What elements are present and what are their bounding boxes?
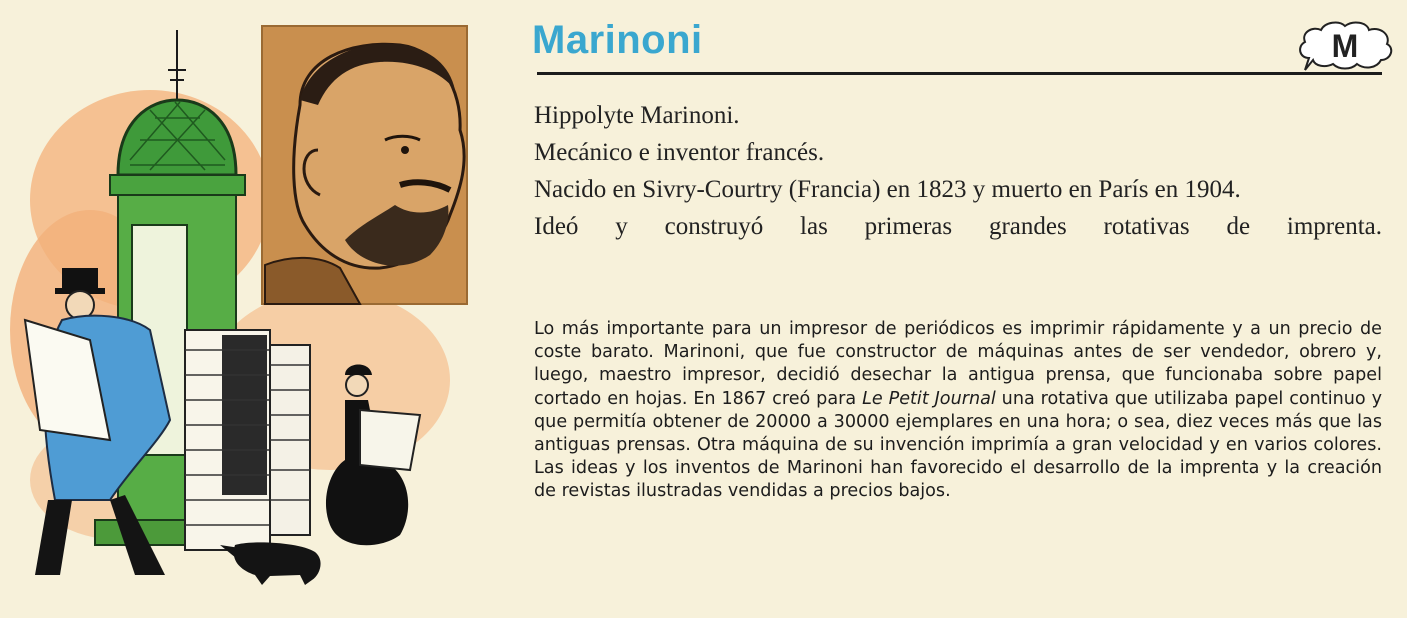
intro-facts <box>534 97 1382 245</box>
body-text-part-2: una rotativa que utilizaba papel continuo y que permitía obtener de 20000 a 30000 ejemplares en una hora; o sea, diez veces más que las antiguas prensas. Otra máquina de su invención imprimía a gran velocidad y en varios colores. Las ideas y los inventos de Marinoni han favorecido el desarrollo de la imprenta y la creación de revistas ilustradas vendidas a precios bajos. <box>534 388 1382 502</box>
fact-birth-death: Nacido en Sivry-Courtry (Francia) en 1823 y muerto en París en 1904. <box>534 176 1241 203</box>
fact-name: Hippolyte Marinoni. <box>534 102 740 129</box>
body-text-part-1: Lo más importante para un impresor de periódicos es imprimir rápidamente y a un precio de coste barato. Marinoni, que fue constructor de máquinas antes de ser vendedor, obrero y, luego, maestro impresor, decidió desechar la antigua prensa, que funcionaba sobre papel cortado en hojas. En 1867 creó para <box>534 319 1382 409</box>
marinoni-portrait <box>262 26 467 304</box>
newspaper-name: Le Petit Journal <box>862 388 996 409</box>
paper-stacks <box>185 330 310 550</box>
fact-achievement: Ideó y construyó las primeras grandes rotativas de imprenta. <box>534 213 1382 240</box>
illustration <box>0 0 520 618</box>
page-title: Marinoni <box>532 18 703 62</box>
body-paragraph <box>534 318 1382 504</box>
index-letter: M <box>1331 27 1359 64</box>
title-divider <box>537 72 1382 75</box>
dog <box>220 542 321 585</box>
fact-profession: Mecánico e inventor francés. <box>534 139 825 166</box>
